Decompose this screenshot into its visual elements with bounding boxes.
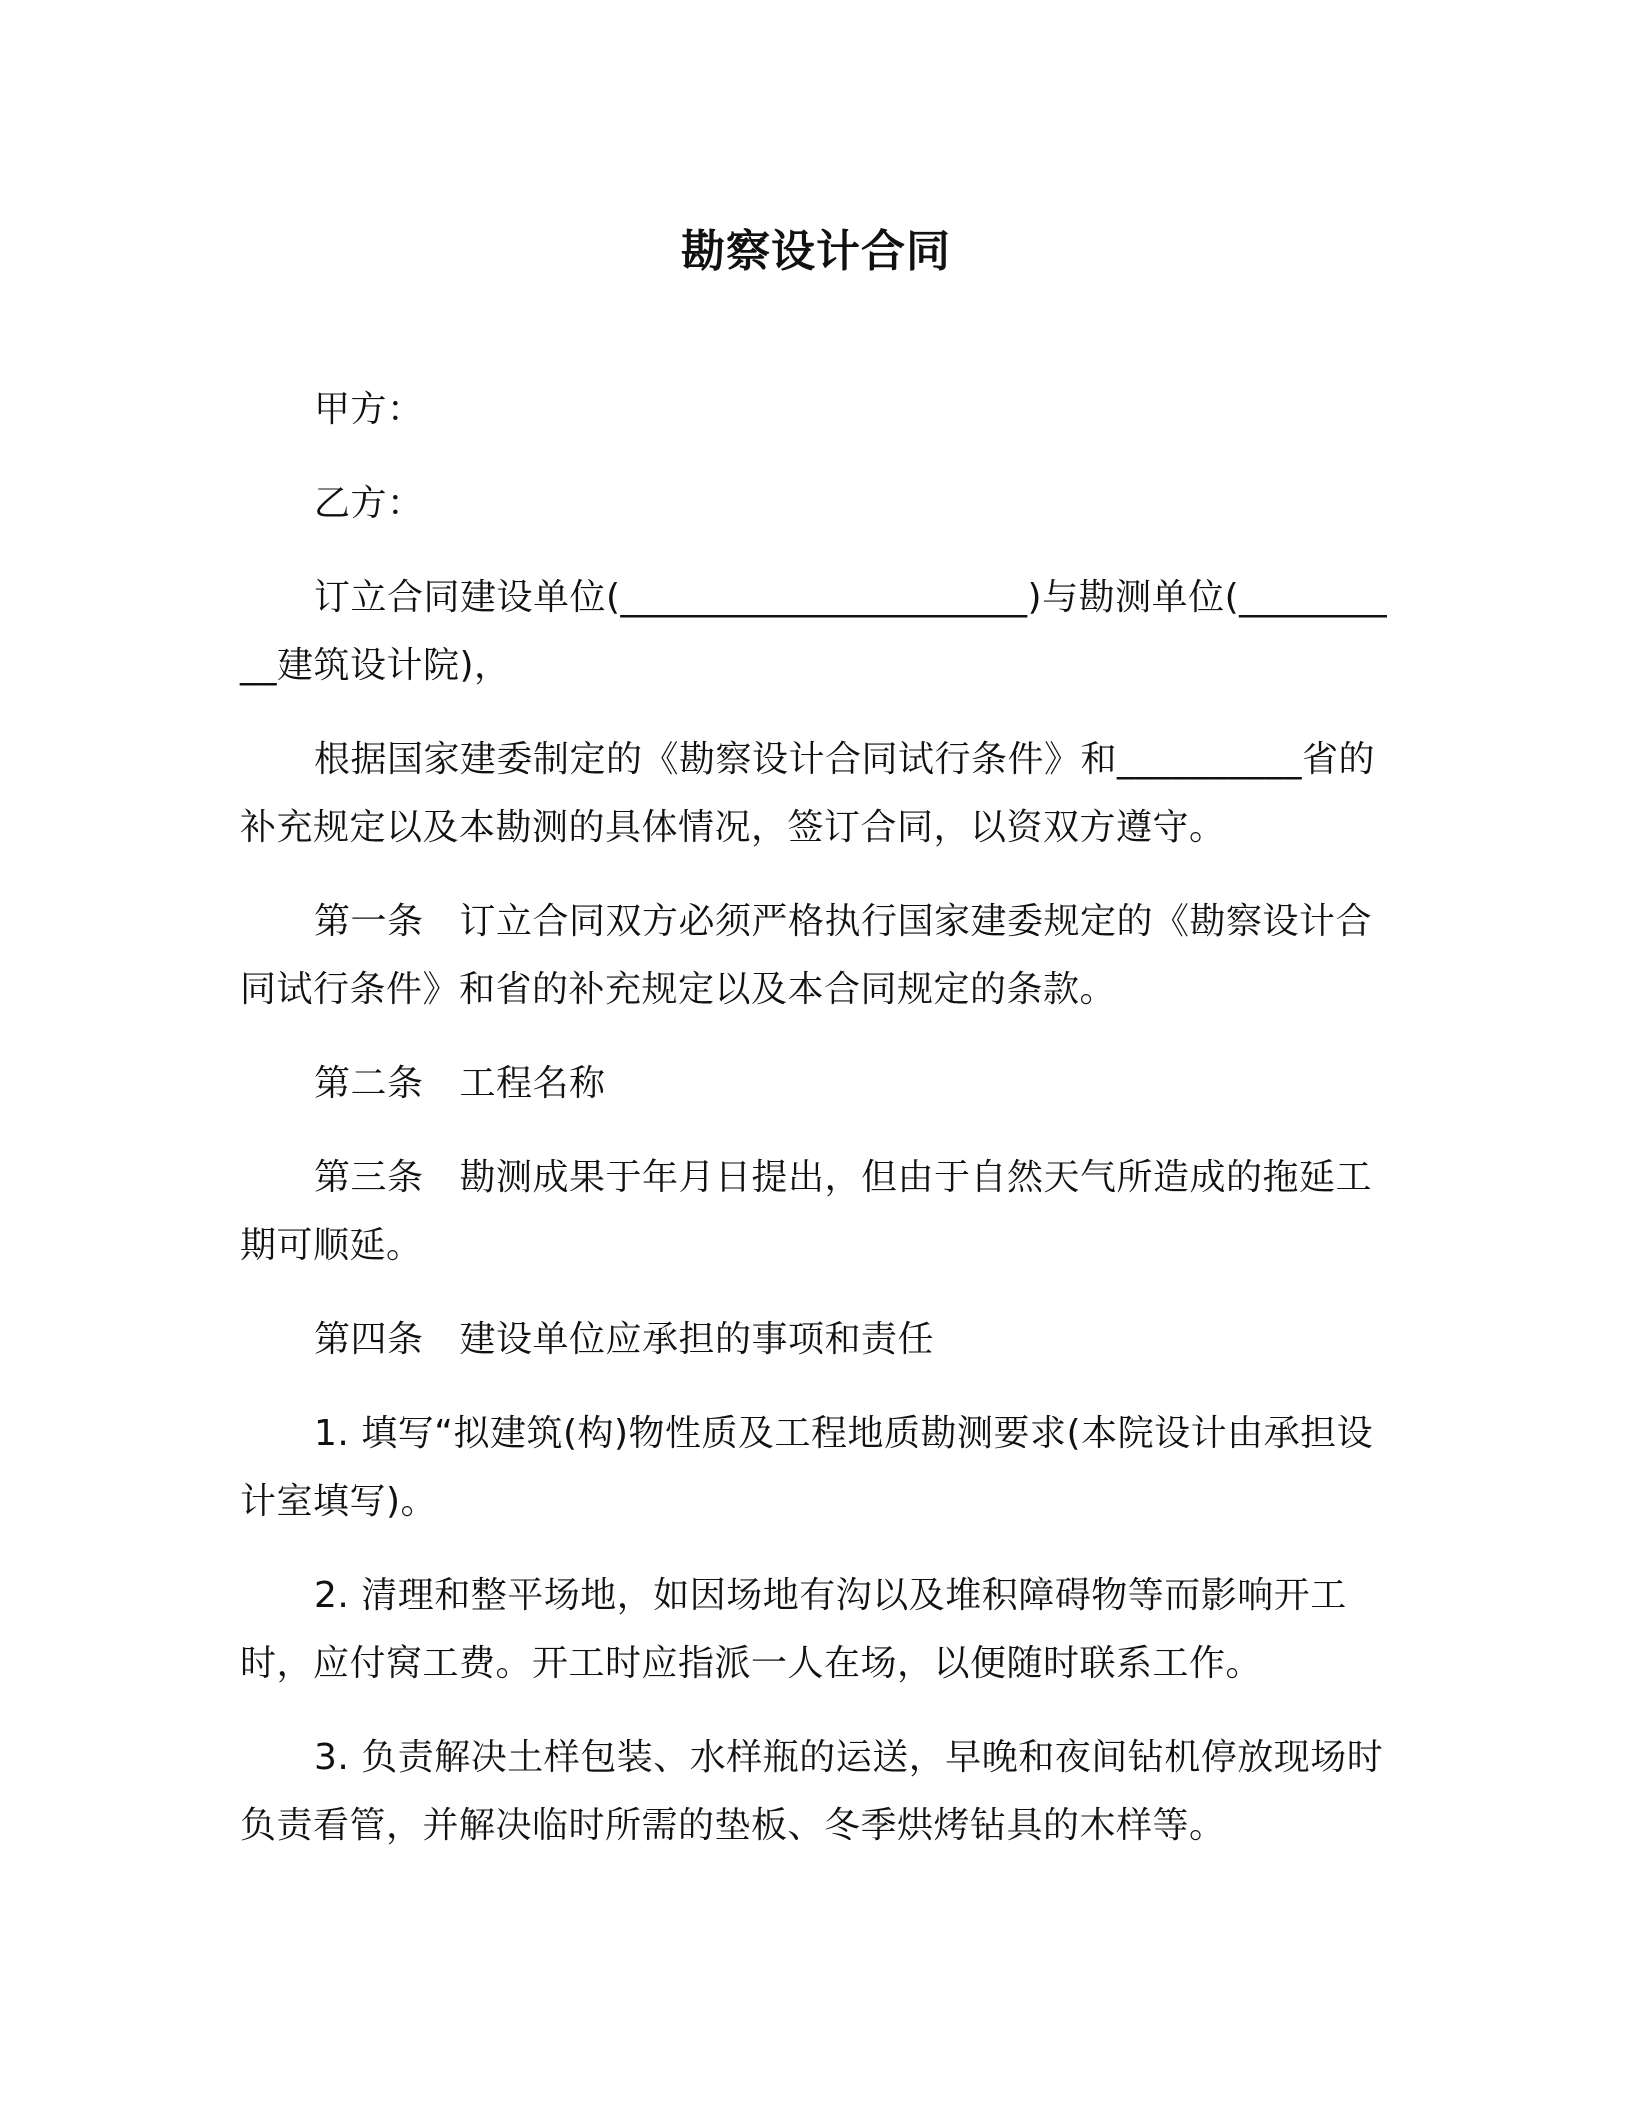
article-1-label: 第一条 <box>314 901 424 942</box>
article-3-label: 第三条 <box>314 1157 424 1198</box>
article-4 <box>240 1306 1390 1374</box>
paragraph-basis: 根据国家建委制定的《勘察设计合同试行条件》和__________省的补充规定以及本勘测的具体情况，签订合同，以资双方遵守。 <box>240 739 1376 848</box>
item-2: 2. 清理和整平场地，如因场地有沟以及堆积障碍物等而影响开工时，应付窝工费。开工时应指派一人在场，以便随时联系工作。 <box>240 1575 1347 1684</box>
article-3 <box>240 1144 1390 1280</box>
article-3-text: 勘测成果于年月日提出，但由于自然天气所造成的拖延工期可顺延。 <box>240 1157 1373 1266</box>
article-2-text: 工程名称 <box>459 1063 606 1104</box>
article-4-label: 第四条 <box>314 1319 424 1360</box>
article-4-text: 建设单位应承担的事项和责任 <box>459 1319 935 1360</box>
party-a-label: 甲方： <box>314 389 424 430</box>
paragraph-intro-units: 订立合同建设单位(______________________)与勘测单位(__________建筑设计院)， <box>240 577 1388 686</box>
item-3: 3. 负责解决土样包装、水样瓶的运送，早晚和夜间钻机停放现场时负责看管，并解决临时所需的垫板、冬季烘烤钻具的木样等。 <box>240 1737 1384 1846</box>
article-1-text: 订立合同双方必须严格执行国家建委规定的《勘察设计合同试行条件》和省的补充规定以及本合同规定的条款。 <box>240 901 1373 1010</box>
party-b-label: 乙方： <box>314 483 424 524</box>
document-title: 勘察设计合同 <box>681 226 951 277</box>
article-2 <box>240 1050 1390 1118</box>
article-1 <box>240 888 1390 1024</box>
item-1: 1. 填写“拟建筑(构)物性质及工程地质勘测要求(本院设计由承担设计室填写)。 <box>240 1413 1374 1522</box>
document-body <box>240 376 1390 1886</box>
article-2-label: 第二条 <box>314 1063 424 1104</box>
